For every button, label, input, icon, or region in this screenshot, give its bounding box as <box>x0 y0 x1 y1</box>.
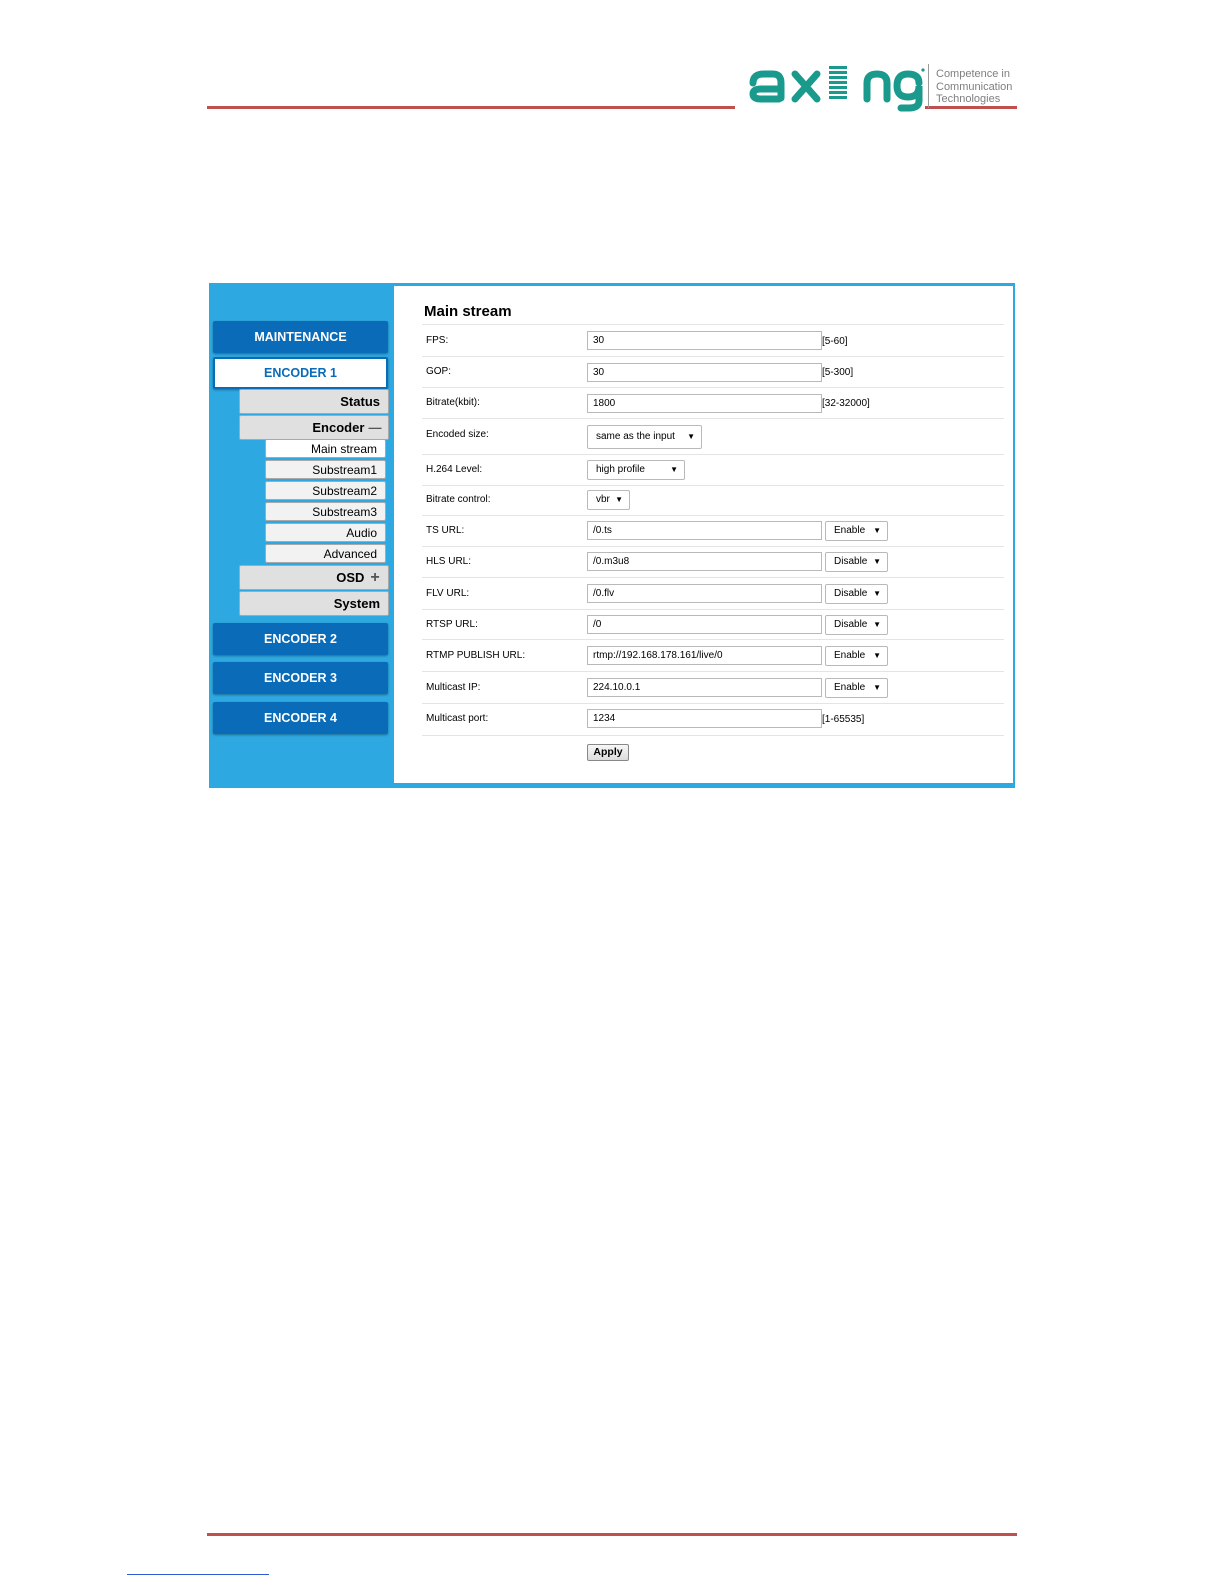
h264-level-label: H.264 Level: <box>426 464 483 475</box>
nav-item-advanced[interactable]: Advanced <box>265 544 386 563</box>
dropdown-arrow-icon: ▼ <box>873 651 881 660</box>
footer-link-underline <box>127 1574 269 1575</box>
ts-url-state-select[interactable] <box>825 521 888 541</box>
rtmp-url-state: Enable <box>834 650 866 661</box>
axing-logo <box>745 62 925 112</box>
rtmp-url-input[interactable]: rtmp://192.168.178.161/live/0 <box>587 646 822 665</box>
hls-url-input[interactable]: /0.m3u8 <box>587 552 822 571</box>
dropdown-arrow-icon: ▼ <box>873 683 881 692</box>
gop-label: GOP: <box>426 366 452 377</box>
bitrate-control-label: Bitrate control: <box>426 494 491 505</box>
tagline-line-3: Technologies <box>936 93 1001 105</box>
encoder-ui-screenshot <box>209 283 1015 788</box>
row-divider <box>422 703 1004 704</box>
nav-system-label: System <box>333 596 380 611</box>
ts-url-input[interactable]: /0.ts <box>587 521 822 540</box>
ts-url-state: Enable <box>834 525 866 536</box>
nav-system[interactable] <box>239 591 389 616</box>
dropdown-arrow-icon: ▼ <box>670 465 678 474</box>
nav-encoder[interactable] <box>239 415 389 440</box>
nav-encoder-2[interactable]: ENCODER 2 <box>213 623 388 655</box>
multicast-port-range: [1-65535] <box>822 714 865 725</box>
nav-item-substream2[interactable]: Substream2 <box>265 481 386 500</box>
flv-url-input[interactable]: /0.flv <box>587 584 822 603</box>
bitrate-label: Bitrate(kbit): <box>426 397 480 408</box>
nav-encoder-4[interactable]: ENCODER 4 <box>213 702 388 734</box>
nav-status[interactable] <box>239 389 389 414</box>
dropdown-arrow-icon: ▼ <box>873 620 881 629</box>
row-divider <box>422 418 1004 419</box>
row-divider <box>422 609 1004 610</box>
row-divider <box>422 546 1004 547</box>
panel-title: Main stream <box>424 303 512 320</box>
rtsp-url-state: Disable <box>834 619 868 630</box>
nav-item-main-stream[interactable]: Main stream <box>265 439 386 458</box>
row-divider <box>422 356 1004 357</box>
ts-url-label: TS URL: <box>426 525 465 536</box>
tagline-line-2: Communication <box>936 80 1013 93</box>
nav-item-substream1[interactable]: Substream1 <box>265 460 386 479</box>
multicast-ip-input[interactable]: 224.10.0.1 <box>587 678 822 697</box>
flv-url-state-select[interactable] <box>825 584 888 604</box>
fps-label: FPS: <box>426 335 449 346</box>
rtsp-url-label: RTSP URL: <box>426 619 478 630</box>
multicast-ip-state: Enable <box>834 682 866 693</box>
encoded-size-label: Encoded size: <box>426 429 489 440</box>
multicast-port-label: Multicast port: <box>426 713 489 724</box>
row-divider <box>422 324 1004 325</box>
nav-encoder-3[interactable]: ENCODER 3 <box>213 662 388 694</box>
main-stream-panel <box>394 286 1013 783</box>
h264-level-value: high profile <box>596 464 645 475</box>
encoded-size-value: same as the input <box>596 431 675 442</box>
gop-input[interactable]: 30 <box>587 363 822 382</box>
dropdown-arrow-icon: ▼ <box>687 432 695 441</box>
multicast-port-input[interactable]: 1234 <box>587 709 822 728</box>
collapse-icon: — <box>368 420 382 435</box>
multicast-ip-label: Multicast IP: <box>426 682 481 693</box>
dropdown-arrow-icon: ▼ <box>873 526 881 535</box>
dropdown-arrow-icon: ▼ <box>873 589 881 598</box>
row-divider <box>422 639 1004 640</box>
flv-url-label: FLV URL: <box>426 588 470 599</box>
footer-rule <box>207 1533 1017 1536</box>
dropdown-arrow-icon: ▼ <box>615 495 623 504</box>
bitrate-control-select[interactable] <box>587 490 630 510</box>
brand-tagline <box>936 68 1012 106</box>
row-divider <box>422 387 1004 388</box>
nav-encoder-label: Encoder <box>312 420 365 435</box>
nav-encoder-1[interactable]: ENCODER 1 <box>213 357 388 389</box>
nav-osd-label: OSD <box>336 570 365 585</box>
apply-button[interactable]: Apply <box>587 744 629 761</box>
encoded-size-select[interactable] <box>587 425 702 449</box>
expand-icon: + <box>370 569 380 586</box>
nav-item-substream3[interactable]: Substream3 <box>265 502 386 521</box>
flv-url-state: Disable <box>834 588 868 599</box>
hls-url-state-select[interactable] <box>825 552 888 572</box>
rtsp-url-state-select[interactable] <box>825 615 888 635</box>
row-divider <box>422 735 1004 736</box>
row-divider <box>422 671 1004 672</box>
row-divider <box>422 515 1004 516</box>
nav-maintenance[interactable]: MAINTENANCE <box>213 321 388 353</box>
bitrate-control-value: vbr <box>596 494 610 505</box>
fps-range: [5-60] <box>822 336 848 347</box>
hls-url-state: Disable <box>834 556 868 567</box>
bitrate-range: [32-32000] <box>822 398 870 409</box>
h264-level-select[interactable] <box>587 460 685 480</box>
hls-url-label: HLS URL: <box>426 556 472 567</box>
rtmp-url-state-select[interactable] <box>825 646 888 666</box>
nav-osd[interactable] <box>239 565 389 590</box>
row-divider <box>422 577 1004 578</box>
rtmp-url-label: RTMP PUBLISH URL: <box>426 650 526 661</box>
nav-status-label: Status <box>340 394 380 409</box>
dropdown-arrow-icon: ▼ <box>873 557 881 566</box>
logo-separator <box>928 64 929 108</box>
fps-input[interactable]: 30 <box>587 331 822 350</box>
row-divider <box>422 485 1004 486</box>
multicast-ip-state-select[interactable] <box>825 678 888 698</box>
tagline-line-1: Competence in <box>936 68 1010 80</box>
bitrate-input[interactable]: 1800 <box>587 394 822 413</box>
rtsp-url-input[interactable]: /0 <box>587 615 822 634</box>
nav-item-audio[interactable]: Audio <box>265 523 386 542</box>
row-divider <box>422 454 1004 455</box>
gop-range: [5-300] <box>822 367 854 378</box>
